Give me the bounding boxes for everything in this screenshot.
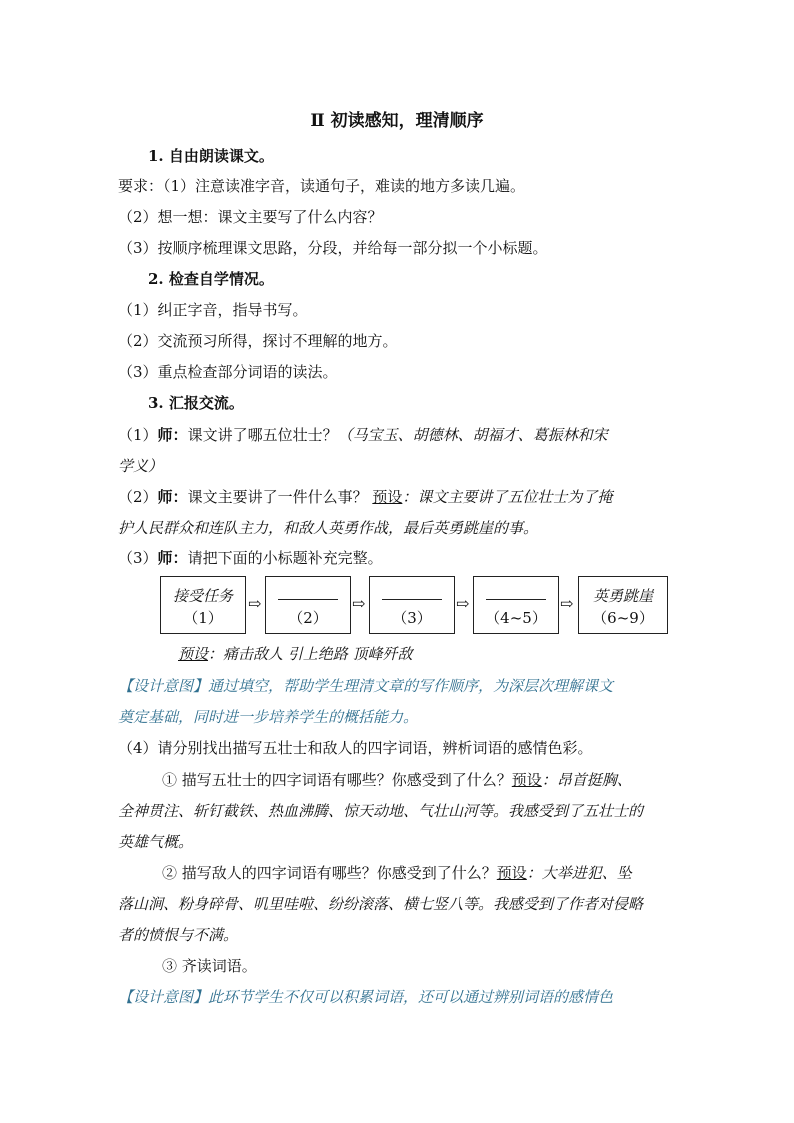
design-intent-tag: 【设计意图】 [118,677,209,695]
preset-label: 预设 [511,771,542,789]
flow-box-3: （3） [369,576,455,634]
blank-line [382,599,442,600]
preset-answers: 预设：痛击敌人 引上绝路 顶峰歼敌 [178,645,413,663]
flow-arrow-icon: ⇨ [248,594,262,613]
flow-box-4: （4~5） [473,576,559,634]
blank-line [486,599,546,600]
item-2: ② 描写敌人的四字词语有哪些？你感受到了什么？预设：大举进犯、坠 [162,864,632,882]
answer-1b: 学义） [118,457,164,475]
design-intent-2: 【设计意图】此环节学生不仅可以积累词语，还可以通过辨别词语的感情色 [118,988,614,1006]
item-1-c: 英雄气概。 [118,833,194,851]
step-3-heading: 3. 汇报交流。 [148,394,244,412]
flow-arrow-icon: ⇨ [456,594,470,613]
teacher-label: 师： [157,488,188,506]
step-1-req-2: （2）想一想：课文主要写了什么内容？ [118,208,383,226]
flow-box-1: 接受任务 （1） [160,576,246,634]
step-1-heading: 1. 自由朗读课文。 [148,147,274,165]
question-3: （3）师：请把下面的小标题补充完整。 [118,549,383,567]
blank-line [278,599,338,600]
step-1-req-3: （3）按顺序梳理课文思路，分段，并给每一部分拟一个小标题。 [118,239,548,257]
flow-box-5: 英勇跳崖 （6~9） [578,576,668,634]
item-2-c: 者的愤恨与不满。 [118,926,239,944]
teacher-label: 师： [157,426,188,444]
preset-label: 预设 [372,488,403,506]
flow-box-2: （2） [265,576,351,634]
preset-label: 预设 [178,645,209,663]
step-2-item-1: （1）纠正字音，指导书写。 [118,301,308,319]
question-1: （1）师：课文讲了哪五位壮士？（马宝玉、胡德林、胡福才、葛振林和宋 [118,426,608,444]
question-2: （2）师：课文主要讲了一件什么事？ 预设：课文主要讲了五位壮士为了掩 [118,488,613,506]
section-title: Ⅱ 初读感知，理清顺序 [310,111,484,131]
question-4: （4）请分别找出描写五壮士和敌人的四字词语，辨析词语的感情色彩。 [118,739,593,757]
answer-2a: ：课文主要讲了五位壮士为了掩 [402,488,613,506]
item-2-b: 落山涧、粉身碎骨、叽里哇啦、纷纷滚落、横七竖八等。我感受到了作者对侵略 [118,895,644,913]
teacher-label: 师： [157,549,188,567]
design-intent-1b: 奠定基础，同时进一步培养学生的概括能力。 [118,708,419,726]
answer-2b: 护人民群众和连队主力，和敌人英勇作战，最后英勇跳崖的事。 [118,519,539,537]
step-1-requirement: 要求：（1）注意读准字音，读通句子，难读的地方多读几遍。 [118,177,526,195]
item-3: ③ 齐读词语。 [162,957,257,975]
step-2-item-2: （2）交流预习所得，探讨不理解的地方。 [118,332,398,350]
flow-arrow-icon: ⇨ [352,594,366,613]
flow-arrow-icon: ⇨ [560,594,574,613]
step-2-heading: 2. 检查自学情况。 [148,270,274,288]
step-2-item-3: （3）重点检查部分词语的读法。 [118,363,338,381]
design-intent-1a: 【设计意图】通过填空，帮助学生理清文章的写作顺序，为深层次理解课文 [118,677,614,695]
design-intent-tag: 【设计意图】 [118,988,209,1006]
item-1: ① 描写五壮士的四字词语有哪些？你感受到了什么？预设：昂首挺胸、 [162,771,632,789]
answer-1a: （马宝玉、胡德林、胡福才、葛振林和宋 [337,426,608,444]
preset-label: 预设 [496,864,527,882]
item-1-b: 全神贯注、斩钉截铁、热血沸腾、惊天动地、气壮山河等。我感受到了五壮士的 [118,802,644,820]
